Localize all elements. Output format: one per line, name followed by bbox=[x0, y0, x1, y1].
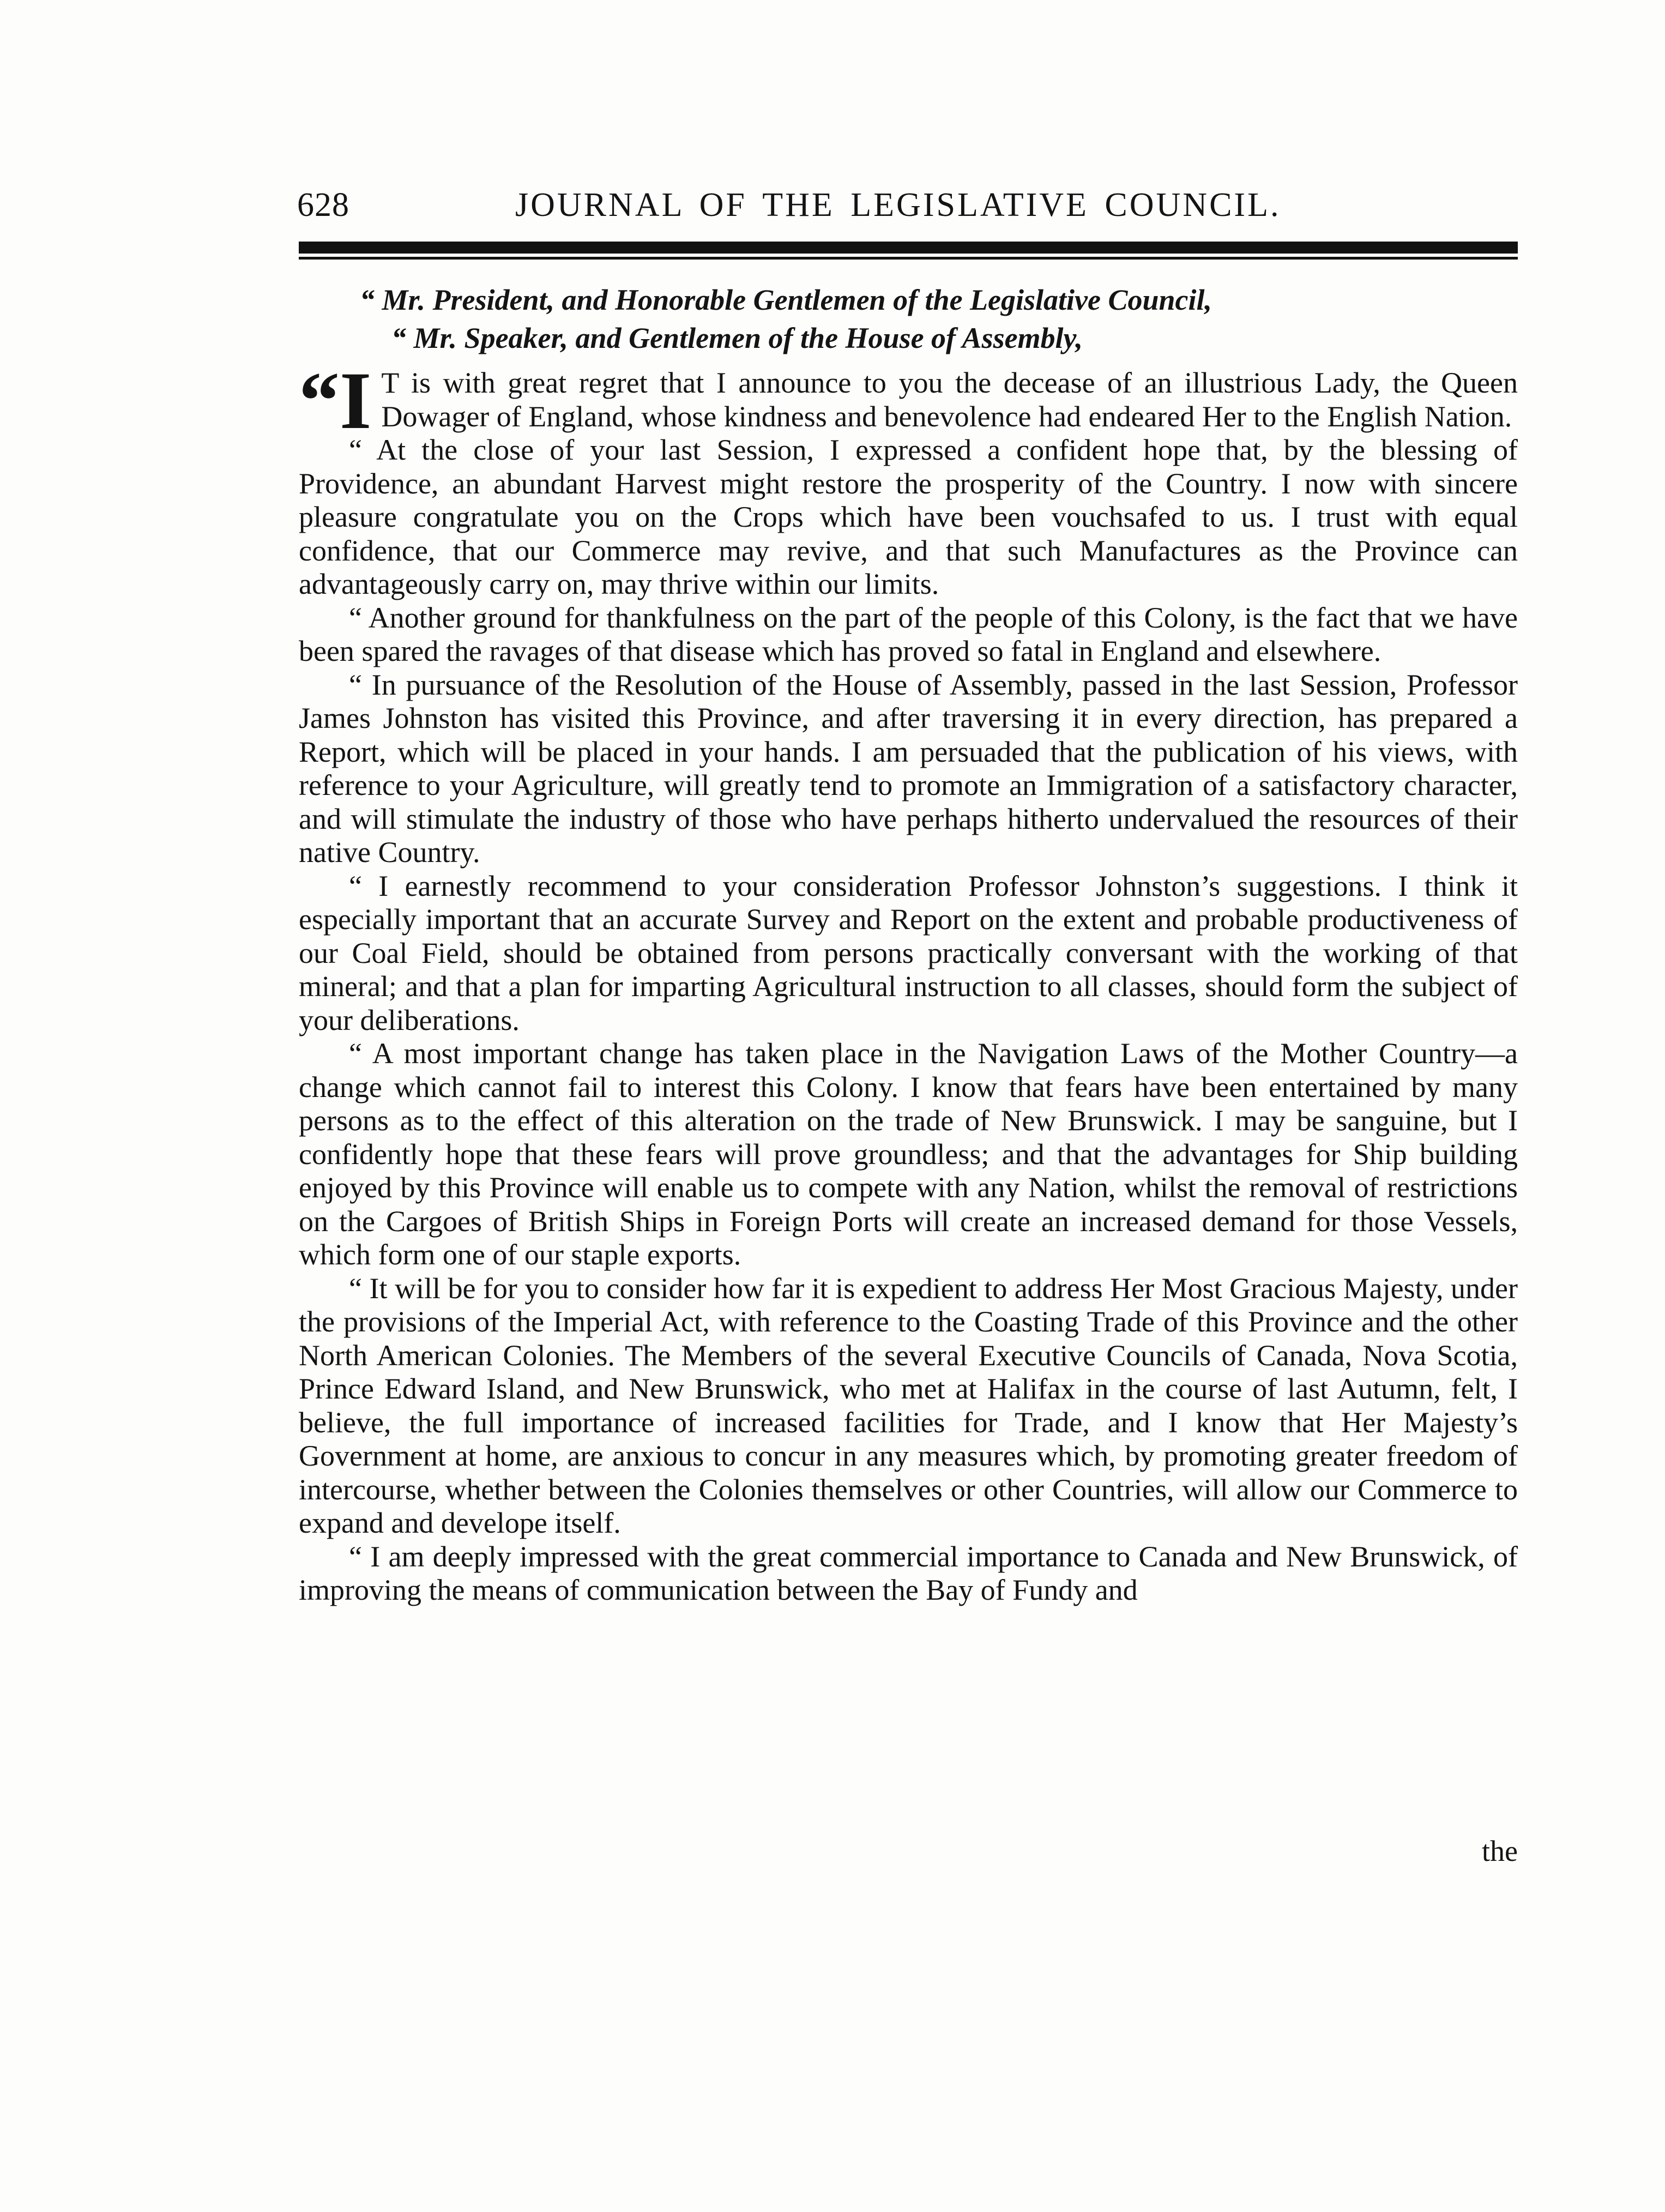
drop-cap-letter: I bbox=[340, 355, 372, 446]
salutation-council: “ Mr. President, and Honorable Gentlemen of the Legislative Council, bbox=[360, 284, 1212, 316]
running-title: JOURNAL OF THE LEGISLATIVE COUNCIL. bbox=[515, 186, 1281, 224]
paragraph-text: T is with great regret that I announce to you the decease of an illustrious Lady, the Queen Dowager of England, whose kindness and benevolence had endeared Her to the English Nation. bbox=[381, 366, 1518, 433]
paragraph-coasting-trade: “ It will be for you to consider how far it is expedient to address Her Most Gracious Majesty, under the provisions of the Imperial Act, with reference to the Coasting Trade of this Province and the other North American Colonies. The Members of the several Executive Councils of Canada, Nova Scotia, Prince Edward Island, and New Brunswick, who met at Halifax in the course of last Autumn, felt, I believe, the full importance of increased facilities for Trade, and I know that Her Majesty’s Government at home, are anxious to concur in any measures which, by promoting greater freedom of intercourse, whether between the Colonies themselves or other Countries, will allow our Commerce to expand and develope itself. bbox=[299, 1271, 1518, 1539]
paragraph-communication: “ I am deeply impressed with the great commercial importance to Canada and New Brunswick, of improving the means of communication between the Bay of Fundy and bbox=[299, 1540, 1518, 1606]
paragraph-harvest: “ At the close of your last Session, I expressed a confident hope that, by the blessing of Providence, an abundant Harvest might restore the prosperity of the Country. I now with sincere pleasure congratulate you on the Crops which have been vouchsafed to us. I trust with equal confidence, that our Commerce may revive, and that such Manufactures as the Province can advantageously carry on, may thrive within our limits. bbox=[299, 433, 1518, 600]
paragraph-thankfulness: “ Another ground for thankfulness on the part of the people of this Colony, is the fact that we have been spared the ravages of that disease which has proved so fatal in England and elsewhere. bbox=[299, 601, 1518, 667]
page-number: 628 bbox=[297, 186, 349, 224]
speech-body bbox=[299, 355, 1518, 1607]
drop-cap bbox=[299, 355, 372, 446]
header-rule-thin bbox=[299, 257, 1518, 260]
paragraph-recommendations: “ I earnestly recommend to your consideration Professor Johnston’s suggestions. I think it especially important that an accurate Survey and Report on the extent and probable productiveness of our Coal Field, should be obtained from persons practically conversant with the working of that mineral; and that a plan for imparting Agricultural instruction to all classes, should form the subject of your deliberations. bbox=[299, 869, 1518, 1036]
catchword: the bbox=[1482, 1835, 1518, 1867]
salutation-assembly: “ Mr. Speaker, and Gentlemen of the House of Assembly, bbox=[391, 322, 1083, 354]
page-header bbox=[297, 183, 1518, 227]
opening-quote: “ bbox=[299, 355, 340, 446]
paragraph-navigation-laws: “ A most important change has taken place in the Navigation Laws of the Mother Country—a change which cannot fail to interest this Colony. I know that fears have been entertained by many persons as to the effect of this alteration on the trade of New Brunswick. I may be sanguine, but I confidently hope that these fears will prove groundless; and that the advantages for Ship building enjoyed by this Province will enable us to compete with any Nation, whilst the removal of restrictions on the Cargoes of British Ships in Foreign Ports will create an increased demand for those Vessels, which form one of our staple exports. bbox=[299, 1037, 1518, 1271]
paragraph-johnston-report: “ In pursuance of the Resolution of the House of Assembly, passed in the last Session, Professor James Johnston has visited this Province, and after traversing it in every direction, has prepared a Report, which will be placed in your hands. I am persuaded that the publication of his views, with reference to your Agriculture, will greatly tend to promote an Immigration of a satisfactory character, and will stimulate the industry of those who have perhaps hitherto undervalued the resources of their native Country. bbox=[299, 668, 1518, 869]
header-rule-thick bbox=[299, 242, 1518, 254]
paragraph-queen-dowager bbox=[299, 355, 1518, 446]
